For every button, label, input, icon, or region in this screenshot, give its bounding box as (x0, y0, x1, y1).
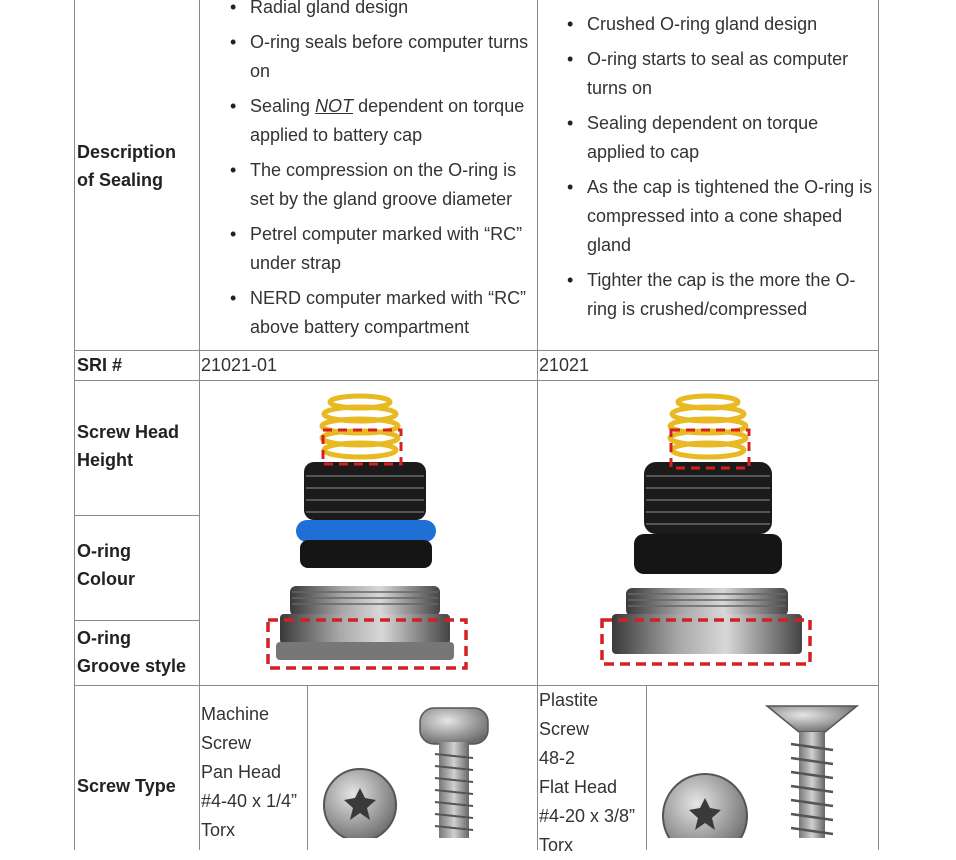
right-screw-line: Flat Head (539, 777, 618, 797)
left-cap-image (260, 388, 475, 678)
sri-label: SRI # (77, 355, 123, 375)
oring-colour-label: O-ring Colour (77, 541, 135, 589)
list-item: • Sealing dependent on torque applied to cap (561, 109, 879, 167)
left-screw-line: Torx (201, 820, 236, 840)
right-screw-line: #4-20 x 3/8” (539, 806, 636, 826)
list-item: • Sealing NOT dependent on torque applied to battery cap (224, 92, 540, 150)
left-screw-line: Pan Head (201, 762, 282, 782)
oring-groove-label: O-ring Groove style (77, 628, 187, 676)
screw-type-label: Screw Type (77, 776, 176, 796)
left-screw-line: #4-40 x 1/4” (201, 791, 298, 811)
list-item: • O-ring starts to seal as computer turns on (561, 45, 879, 103)
right-screw-line: 48-2 (539, 748, 576, 768)
sri-left-value: 21021-01 (201, 355, 278, 375)
sri-right-value: 21021 (539, 355, 590, 375)
left-screw-line: Screw (201, 733, 252, 753)
right-screw-line: Torx (539, 835, 574, 855)
right-screw-line: Plastite (539, 690, 599, 710)
list-item: • Tighter the cap is the more the O-ring is crushed/compressed (561, 266, 879, 324)
left-screw-description (201, 700, 311, 845)
list-item: • O-ring seals before computer turns on (224, 28, 540, 86)
list-item: • Radial gland design (224, 0, 540, 22)
list-item: • Crushed O-ring gland design (561, 10, 879, 39)
list-item: • The compression on the O-ring is set by the gland groove diameter (224, 156, 540, 214)
right-screw-line: Screw (539, 719, 590, 739)
pan-head-screw-image (315, 700, 505, 838)
list-item: • As the cap is tightened the O-ring is compressed into a cone shaped gland (561, 173, 879, 260)
flat-head-screw-image (655, 698, 865, 838)
right-cap-image (598, 388, 816, 678)
right-screw-description (539, 686, 649, 860)
description-label: Description of Sealing (77, 142, 177, 190)
left-description-list (224, 0, 540, 348)
right-description-list (561, 10, 879, 330)
list-item: • Petrel computer marked with “RC” under strap (224, 220, 540, 278)
screw-head-height-label: Screw Head Height (77, 422, 180, 470)
list-item: • NERD computer marked with “RC” above battery compartment (224, 284, 540, 342)
left-screw-line: Machine (201, 704, 270, 724)
